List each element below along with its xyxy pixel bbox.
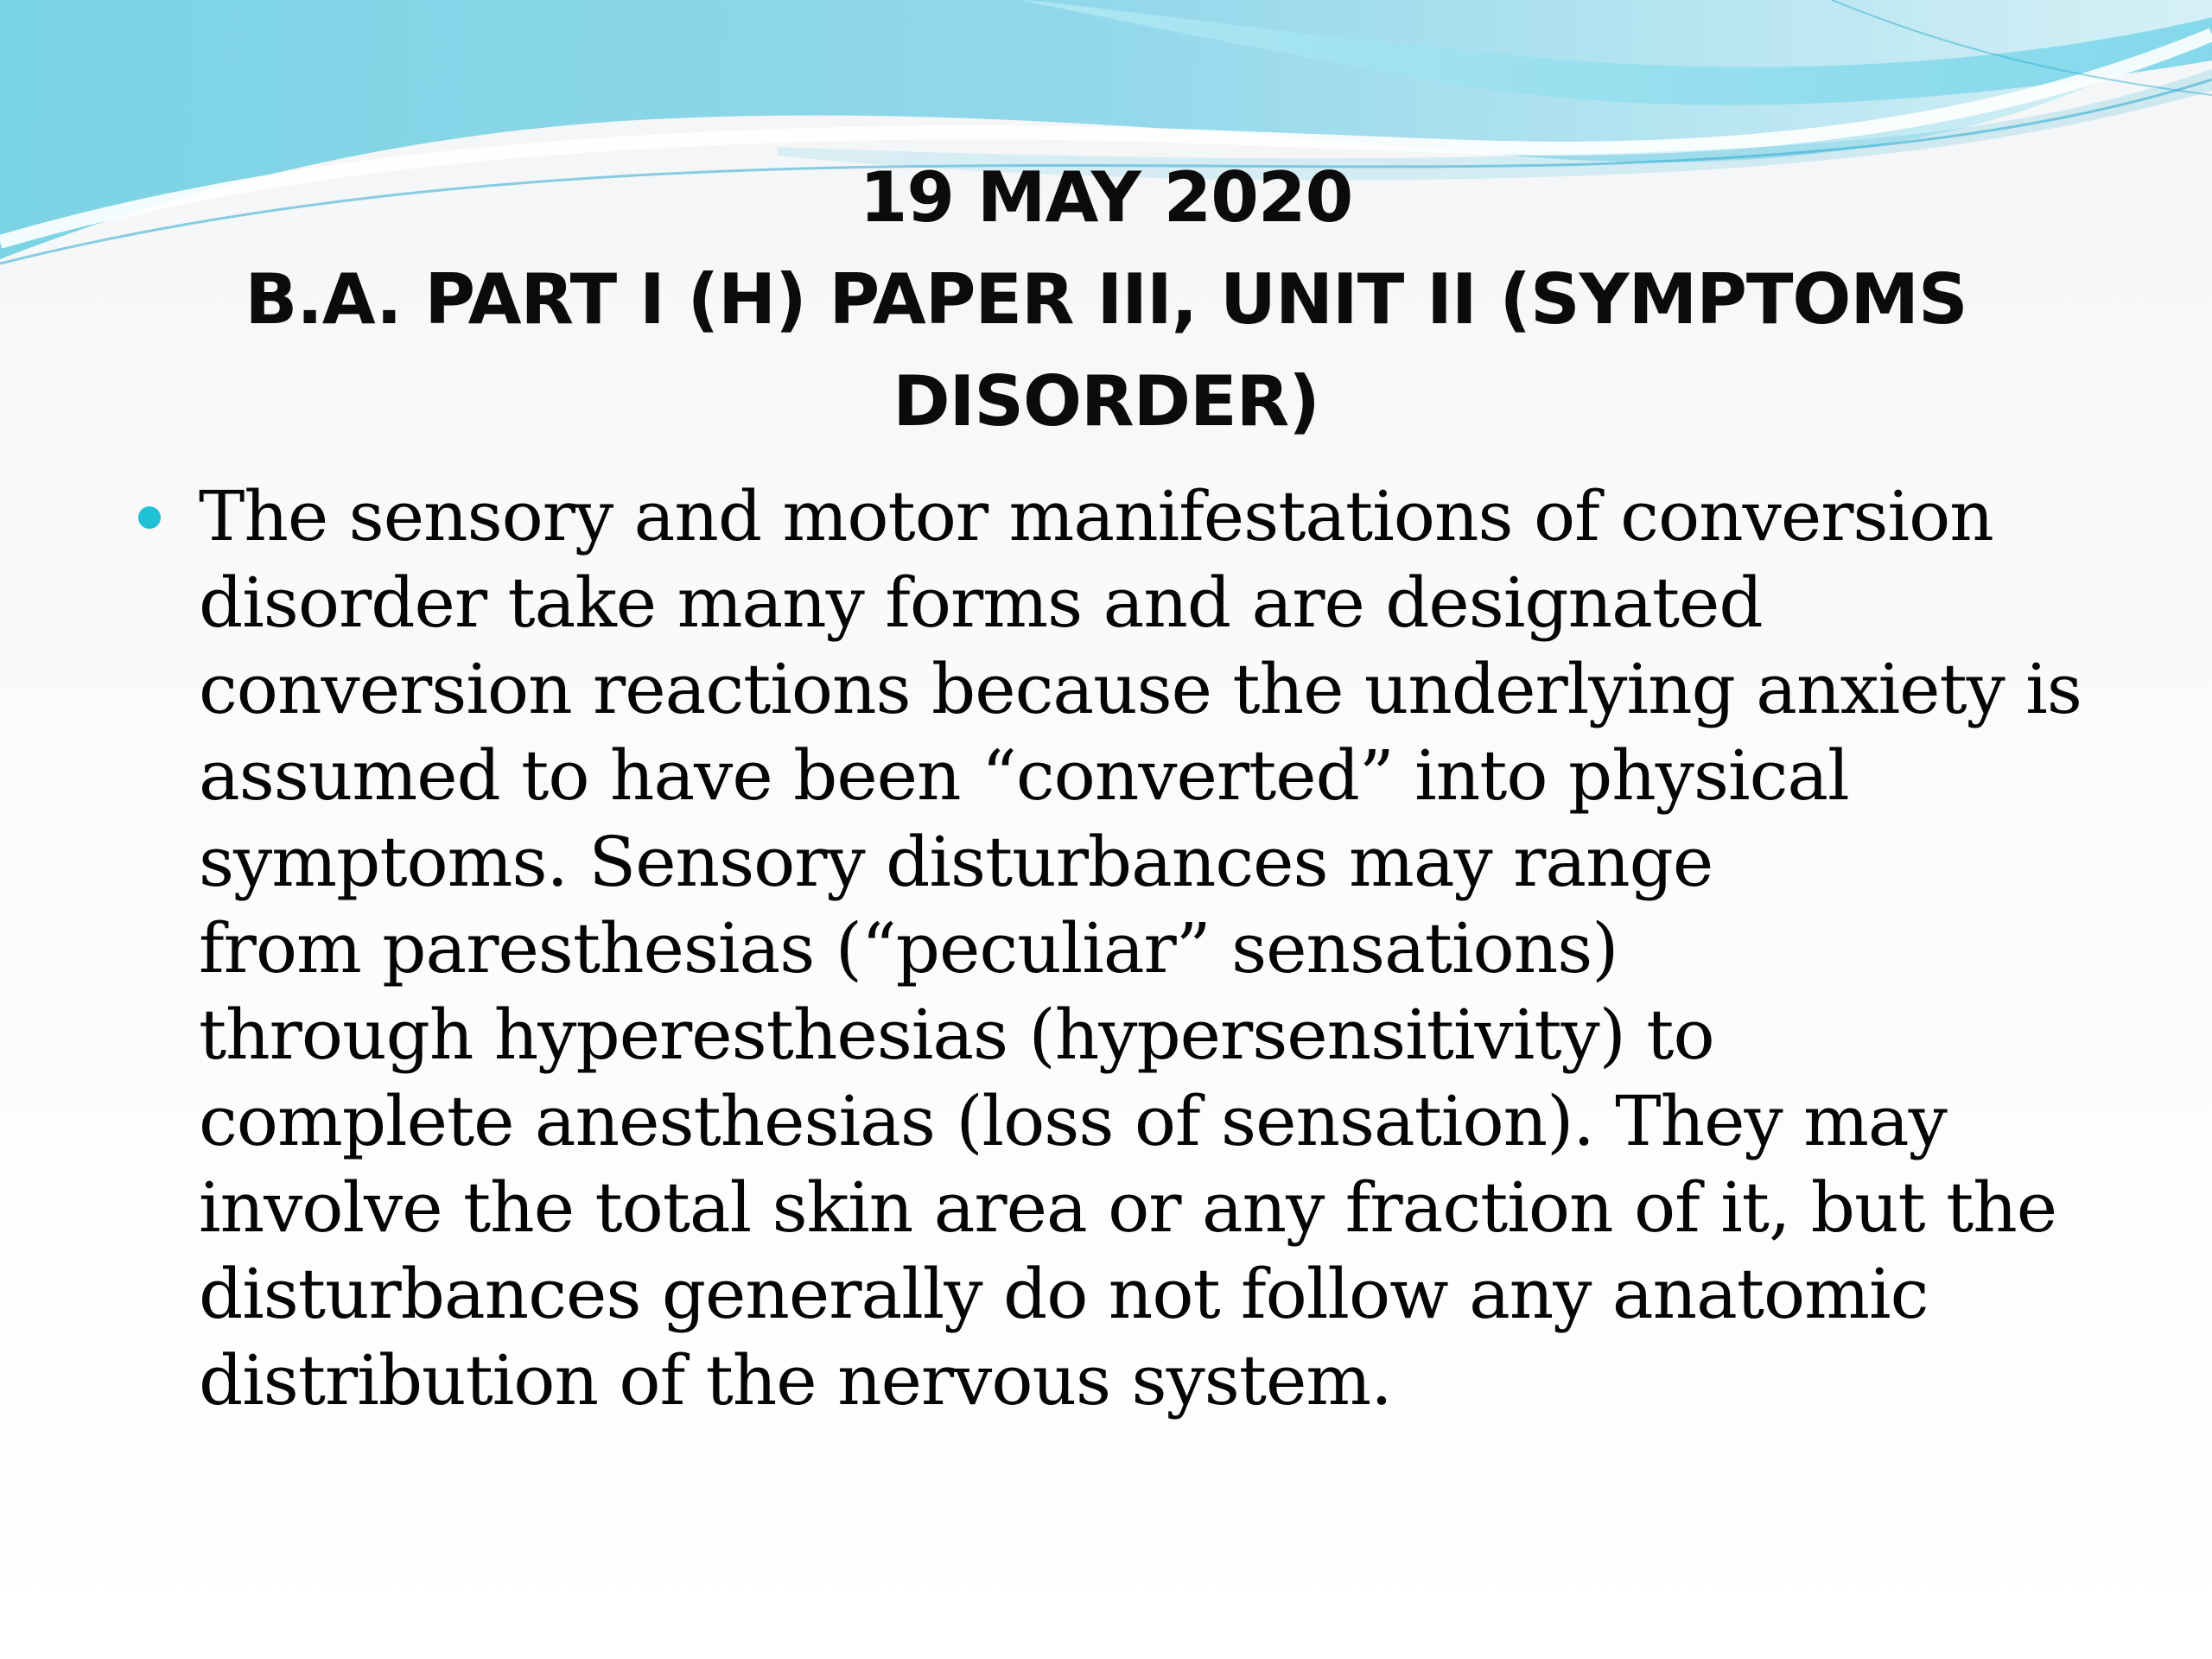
title-course-line: B.A. PART I (H) PAPER III, UNIT II (SYMPTOMS bbox=[245, 259, 1967, 340]
body-line-3: conversion reactions because the underlying anxiety is bbox=[199, 649, 2082, 729]
slide-body bbox=[138, 474, 2091, 1424]
body-line-2: disorder take many forms and are designated bbox=[199, 563, 1763, 643]
body-line-4: assumed to have been “converted” into physical bbox=[199, 735, 1849, 816]
slide-title bbox=[225, 147, 1987, 453]
body-line-6: from paresthesias (“peculiar” sensations) bbox=[199, 908, 1618, 988]
bullet-point bbox=[138, 474, 2091, 1424]
body-line-5: symptoms. Sensory disturbances may range bbox=[199, 822, 1713, 902]
body-line-8: complete anesthesias (loss of sensation). They may bbox=[199, 1081, 1947, 1161]
bullet-dot-icon bbox=[138, 506, 161, 529]
body-line-7: through hyperesthesias (hypersensitivity) to bbox=[199, 995, 1714, 1075]
body-line-1: The sensory and motor manifestations of conversion bbox=[199, 476, 1993, 556]
title-date: 19 MAY 2020 bbox=[859, 157, 1353, 238]
title-topic-line: DISORDER) bbox=[893, 361, 1319, 442]
body-line-10: disturbances generally do not follow any anatomic bbox=[199, 1254, 1929, 1334]
body-line-11: distribution of the nervous system. bbox=[199, 1340, 1392, 1421]
bullet-paragraph bbox=[199, 474, 2091, 1424]
body-line-9: involve the total skin area or any fraction of it, but the bbox=[199, 1167, 2057, 1248]
